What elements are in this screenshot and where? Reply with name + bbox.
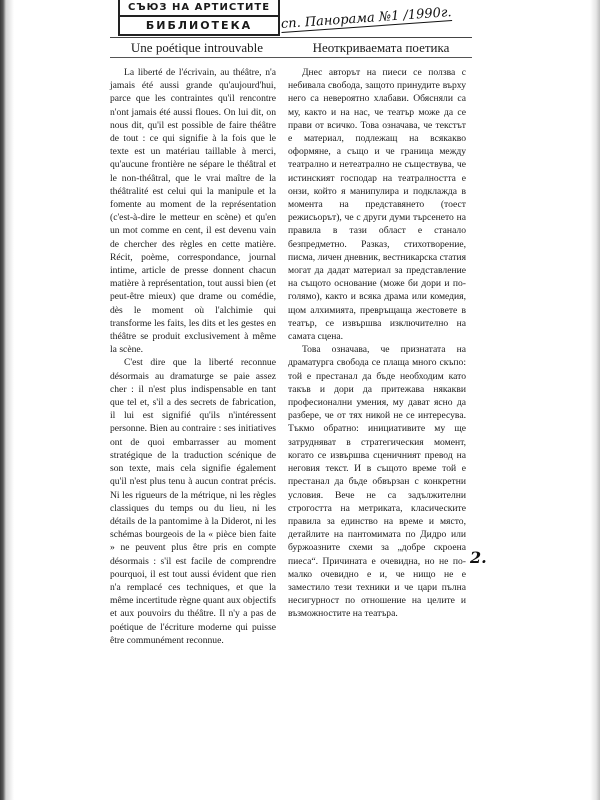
header-rule [110, 37, 472, 38]
french-paragraph: La liberté de l'écrivain, au théâtre, n'a jamais été aussi grande qu'aujourd'hui, parce que les contraintes qu'il rencontre n'ont jamais été aussi floues. On lui dit, on nous dit, qu'il est possible de faire théâtre de tout : ce qui signifie à la fois que le texte est un matériau taillable à merci, qu'aucune frontière ne sépare le théâtral et le non-théâtral, que le vrai maître de la théâtralité est celui qui la manipule et la fomente au moment de la représentation (c'est-à-dire le metteur en scène) et qu'en un mot comme en cent, il est devenu vain de chercher des règles en cette matière. Récit, poème, correspondance, journal intime, article de presse donnent chacun matière à représentation, tout aussi bien (et peut-être mieux) que drame ou comédie, dès le moment où l'alchimie qui transforme les faits, les dits et les gestes en théâtre se produit exclusivement à même la scène. [110, 67, 276, 356]
bulgarian-paragraph: Днес авторът на пиеси се ползва с небивала свобода, защото принудите върху него са невероятно хлабави. Обясняли са му, както и на нас, че театър може да се прави от всичко. Това означава, че текстът е материал, подлежащ на всякакво оформяне, а също и че граница между театрално и нетеатрално не съществува, че истинският господар на театралността е онзи, който я манипулира и подклажда в момента на представянето (тоест режисьорът), че с други думи търсенето на правила в тази област е станало безпредметно. Разказ, стихотворение, писма, личен дневник, вестникарска статия могат да дадат материал за представление на същото основание (може би дори и по-голямо), както и всяка драма или комедия, щом алхимията, превръщаща жестовете в театър, се извършва изключително на самата сцена. [288, 67, 466, 343]
bulgarian-paragraph: Това означава, че признатата на драматурга свобода се плаща много скъпо: той е престанал да бъде необходим като такъв и дори да притежава някакви професионални умения, му дават ясно да разбере, че от тях никой не се интересува. Тъкмо обратно: инициативите му ще затрудняват в стратегическия момент, когато се извършва сценичният превод на неговия текст. И в същото време той е престанал да бъде обвързан с конкретни условия. Вече не са задължителни строгостта на метриката, класическите правила за единство на време и място, детайлите на пантомимата по Дидро или буржоазните схеми за „добре скроена пиеса“. Причината е очевидна, но не по-малко очевидно е и, че нищо не е заместило тези техники и че цари пълна несигурност по отношение на целите и възможностите на театъра. [288, 344, 466, 620]
handwritten-source-note [280, 4, 452, 34]
title-rule [110, 57, 472, 58]
french-column [110, 66, 276, 647]
scan-edge-right [590, 0, 600, 800]
scan-edge-left [0, 0, 14, 800]
source-note-text: сп. Панорама №1 /1990г. [280, 5, 453, 32]
bulgarian-column [288, 66, 466, 621]
french-paragraph: C'est dire que la liberté reconnue désormais au dramaturge se paie assez cher : il n'est plus indispensable en tant que tel et, s'il a des secrets de fabrication, il lui est signifié qu'ils n'intéressent personne. Bien au contraire : ses initiatives ont de quoi embarrasser au moment stratégique de la traduction scénique de son texte, mais cela signifie également qu'il n'est plus tenu à aucun contrat précis. Ni les rigueurs de la métrique, ni les règles classiques du temps ou du lieu, ni les détails de la pantomime à la Diderot, ni les schémas bourgeois de la « pièce bien faite » ne peuvent plus être pris en compte désormais : s'il est facile de comprendre pourquoi, il est tout aussi évident que rien n'a remplacé ces techniques, et que la même incertitude règne quant aux objectifs et aux pouvoirs du théâtre. Il n'y a pas de poétique de l'écriture moderne qui puisse être communément reconnue. [110, 357, 276, 646]
handwritten-page-number: 2. [470, 548, 487, 567]
stamp-union-name: СЪЮЗ НА АРТИСТИТЕ [120, 0, 278, 17]
title-french: Une poétique introuvable [130, 40, 264, 55]
title-bulgarian: Неоткриваемата поетика [312, 40, 450, 55]
library-stamp [118, 0, 280, 36]
stamp-library-label: БИБЛИОТЕКА [145, 19, 253, 32]
